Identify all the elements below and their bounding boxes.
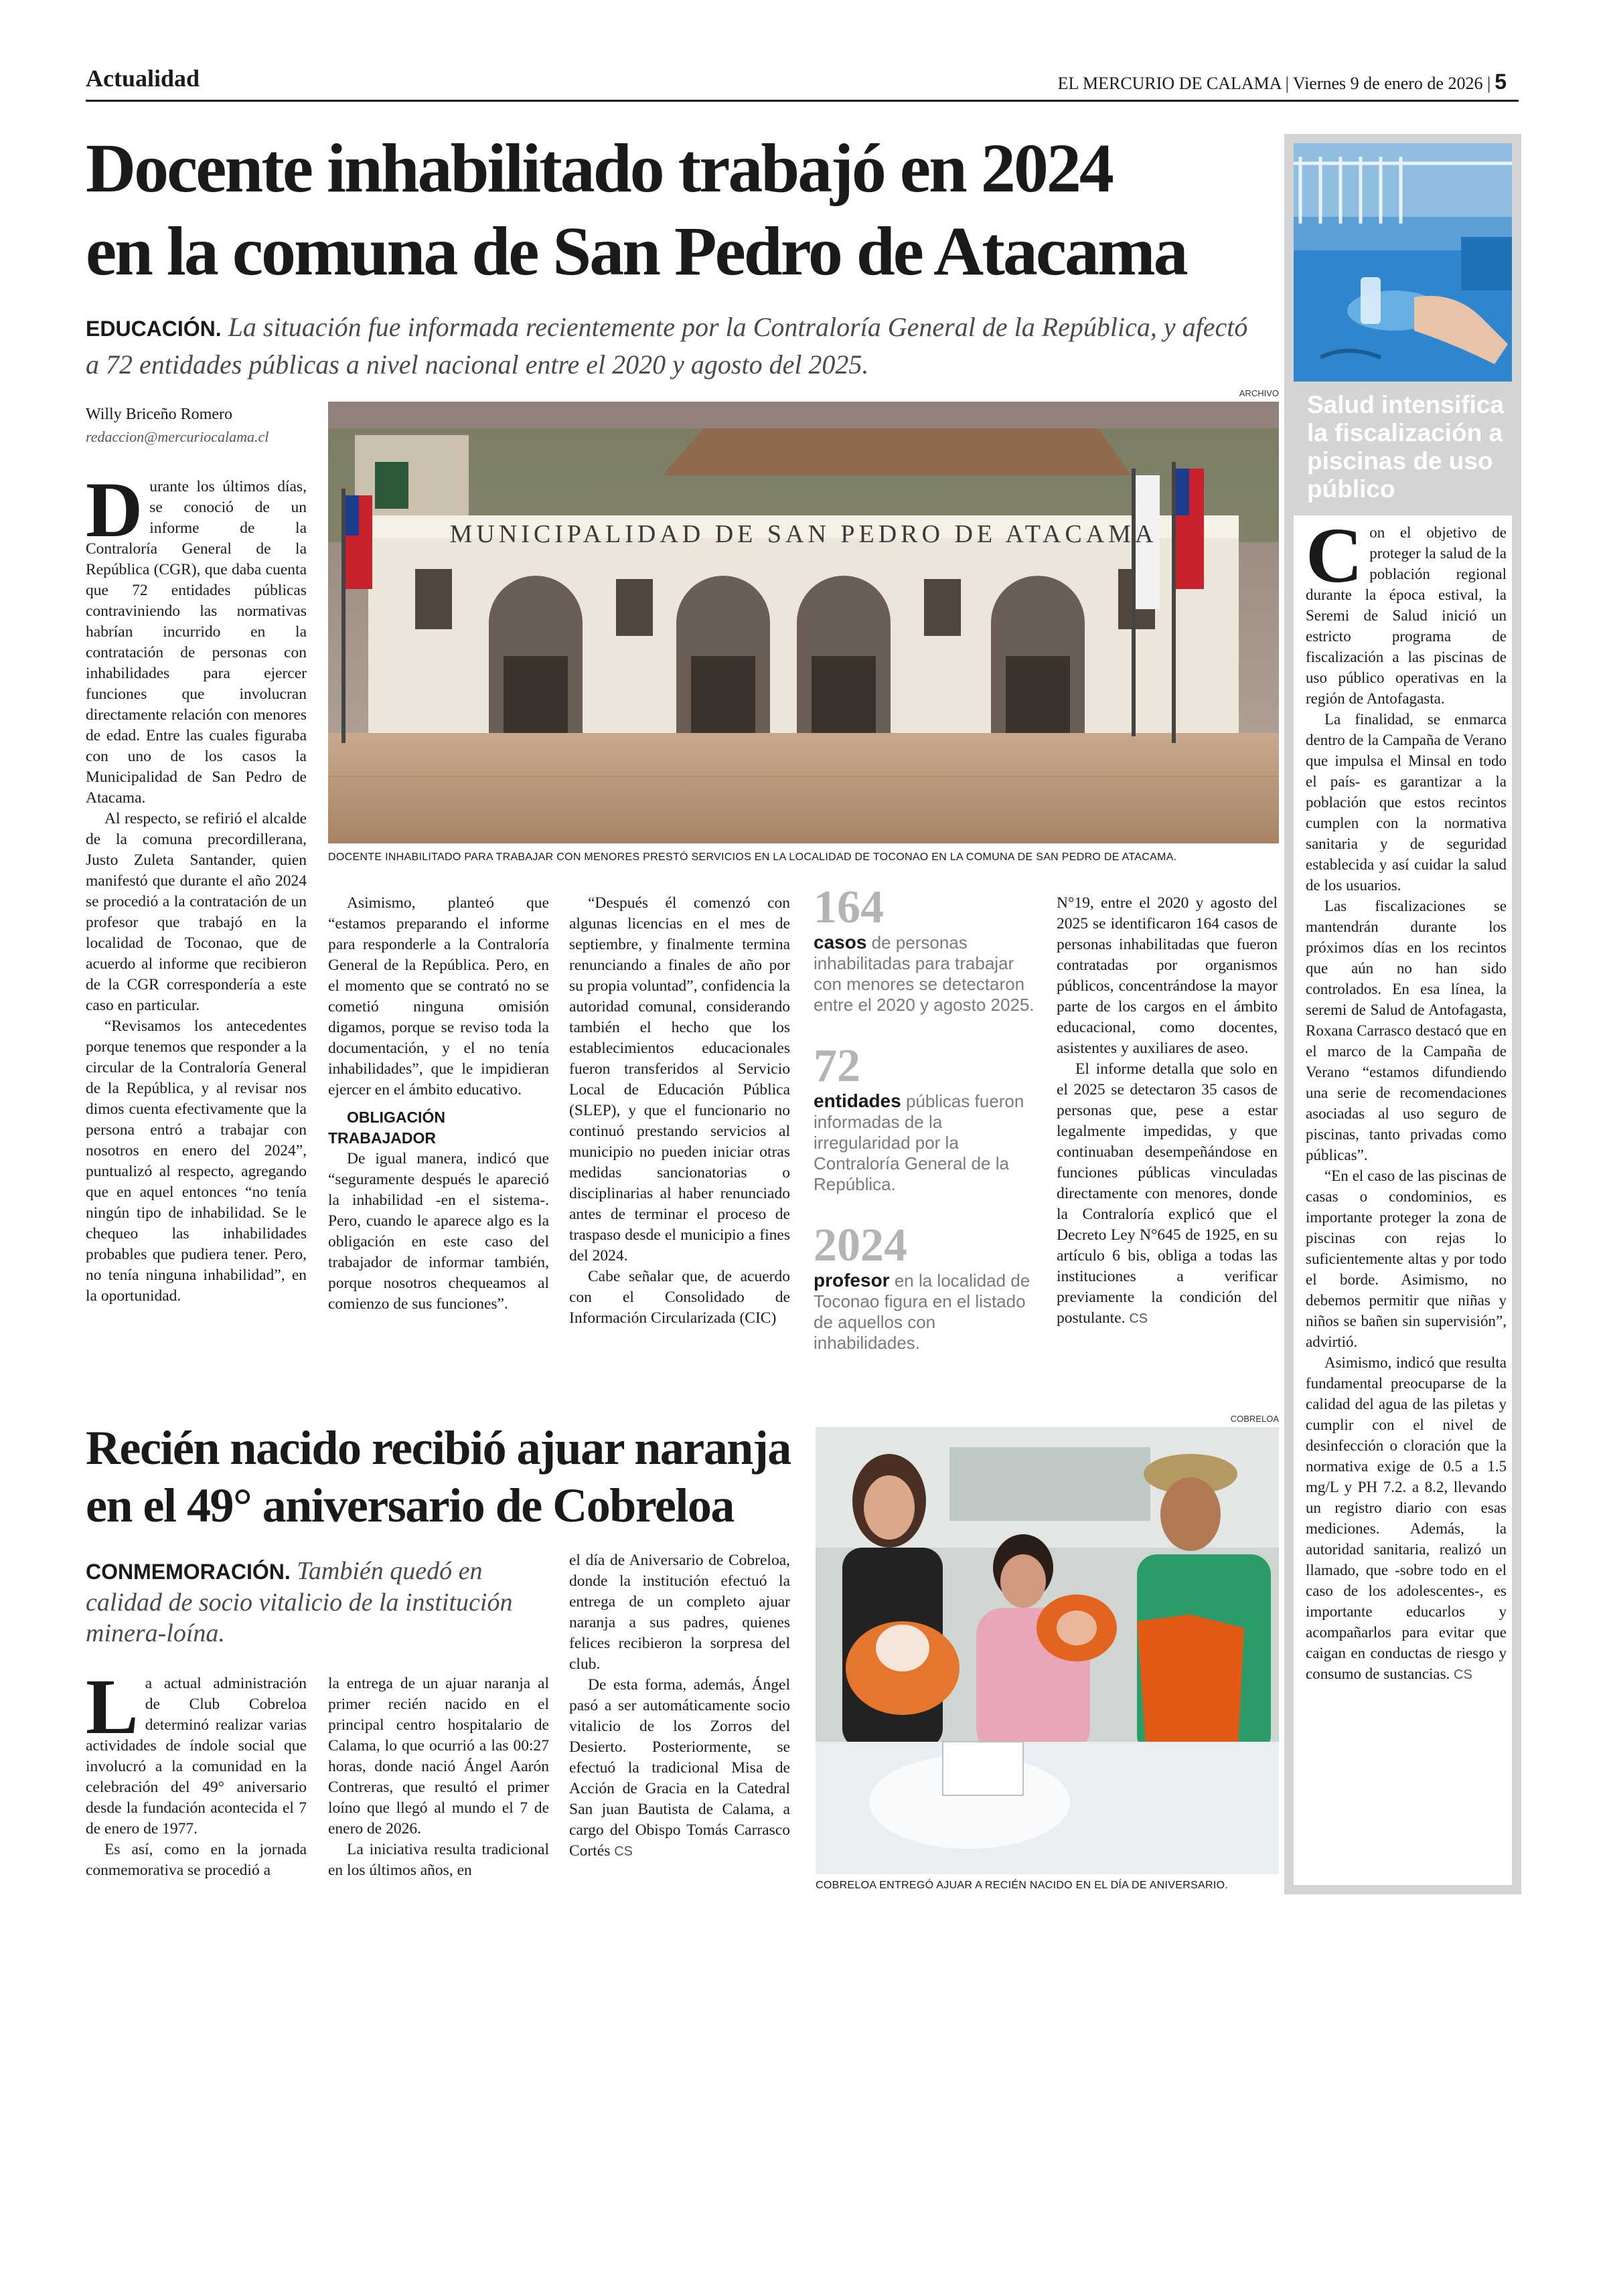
author-email: redaccion@mercuriocalama.cl xyxy=(86,428,269,445)
second-headline xyxy=(86,1419,822,1534)
end-mark: CS xyxy=(1454,1667,1472,1682)
second-deck xyxy=(86,1556,521,1649)
separator: | xyxy=(1486,74,1491,93)
paragraph-text: a actual administración de Club Cobreloa determinó realizar varias actividades de índole social que involucró a la comunidad en la celebración del 49° aniversario desde la fundación acontecida el 7 de enero de 1977. xyxy=(86,1675,307,1837)
pool-illustration xyxy=(1294,143,1512,382)
stat-description: en la localidad de Toconao figura en el listado de aquellos con inhabilidades. xyxy=(814,1270,1030,1353)
stat-block xyxy=(814,1042,1035,1195)
second-column-1 xyxy=(86,1663,307,1881)
paper-info xyxy=(1058,70,1507,94)
paragraph-text: El informe detalla que solo en el 2025 se detectaron 35 casos de personas que, pese a estar legalmente impedidas, y que continuaban desempeñándose en funciones públicas vinculadas directamente con menores, donde la Contraloría explicó que el Decreto Ley N°645 de 1925, en su artículo 6 bis, obliga a todas las instituciones a verificar previamente la condición del postulante. xyxy=(1057,1060,1278,1327)
main-column-1 xyxy=(86,466,307,1307)
newborn-photo xyxy=(816,1427,1279,1874)
stat-keyword: casos xyxy=(814,932,867,953)
municipality-illustration xyxy=(328,402,1279,843)
end-mark: CS xyxy=(1129,1311,1148,1326)
main-photo-caption: DOCENTE INHABILITADO PARA TRABAJAR CON MENORES PRESTÓ SERVICIOS EN LA LOCALIDAD DE TOCONAO EN LA COMUNA DE SAN PEDRO DE ATACAMA. xyxy=(328,851,1177,863)
paragraph-text: on el objetivo de proteger la salud de la población regional durante la época estival, la Seremi de Salud inició un estricto programa de fiscalización a las piscinas de uso público operativas en la región de Antofagasta. xyxy=(1306,524,1507,707)
stat-block xyxy=(814,884,1035,1015)
second-column-3 xyxy=(569,1550,790,1862)
main-column-5 xyxy=(1057,893,1278,1329)
paper-name: EL MERCURIO DE CALAMA xyxy=(1057,74,1282,93)
stat-text xyxy=(814,1270,1035,1354)
paragraph: “Después él comenzó con algunas licencias en el mes de septiembre, y finalmente termina renunciando a finales de año por su propia voluntad”, confidencia la autoridad comunal, considerando también el hecho que los establecimientos educacionales fueron transferidos al Servicio Local de Educación Pública (SLEP), y que el funcionario no continuó prestando servicios al municipio no pueden iniciar otras medidas sancionatorias o disciplinarias al haber renunciado antes de terminar el proceso de traspaso desde el municipio a fines del 2024. xyxy=(569,894,790,1264)
pool-photo xyxy=(1294,143,1512,382)
paragraph: “Revisamos los antecedentes porque tenemos que responder a la circular de la Contraloría General de la República, y al revisar nos dimos cuenta efectivamente que la persona entró a trabajar con nosotros en enero del 2024”, puntualizó al respecto, agregando que en aquel entonces “no tenía ningún tipo de inhabilidad. Se le chequeo las inhabilidades probables que pudiera tener. Pero, no tenía ninguna inhabilidad”, en la oportunidad. xyxy=(86,1017,307,1305)
paragraph xyxy=(86,1663,307,1839)
stat-number: 164 xyxy=(814,882,884,933)
paragraph xyxy=(569,1675,790,1862)
second-headline-line1: Recién nacido recibió ajuar naranja xyxy=(86,1421,791,1475)
end-mark: CS xyxy=(614,1844,633,1859)
paragraph xyxy=(1306,1352,1507,1686)
main-column-2 xyxy=(328,893,549,1315)
paragraph-text: Asimismo, indicó que resulta fundamental preocuparse de la calidad del agua de las piletas y cumplir con el nivel de desinfección o cloración que la normativa exige de 0.5 a 1.5 mg/L y PH 7.2. a 8.2, llevando un registro diario con esas mediciones. Además, la autoridad sanitaria, realizó un llamado, que -sobre todo en el caso de los adolescentes-, es importante educarlos y acompañarlos para evitar que caigan en conductas de riesgo y consumo de sustancias. xyxy=(1306,1354,1507,1682)
main-headline-line2: en la comuna de San Pedro de Atacama xyxy=(86,213,1187,290)
main-deck xyxy=(86,309,1264,383)
stat-description: públicas fueron informadas de la irregularidad por la Contraloría General de la República. xyxy=(814,1091,1024,1194)
paragraph-text: De esta forma, además, Ángel pasó a ser automáticamente socio vitalicio de los Zorros del Desierto. Posteriormente, se efectuó la tradicional Misa de Acción de Gracia en la Catedral San juan Bautista de Calama, a cargo del Obispo Tomás Carrasco Cortés xyxy=(569,1676,790,1860)
paragraph xyxy=(1306,511,1507,709)
main-kicker: EDUCACIÓN. xyxy=(86,317,222,341)
dropcap: D xyxy=(86,466,143,554)
paragraph: La finalidad, se enmarca dentro de la Campaña de Verano que impulsa el Minsal en todo el país- es garantizar a la población que estos recintos cumplen con la normativa sanitaria y de seguridad establecida y así cuidar la salud de los usuarios. xyxy=(1306,711,1507,894)
stat-text xyxy=(814,932,1035,1015)
paragraph: N°19, entre el 2020 y agosto del 2025 se identificaron 164 casos de personas inhabilitadas que fueron contratadas por organismos públicos, concentrándose la mayor parte de los cargos en el ámbito educacional, como docentes, asistentes y auxiliares de aseo. xyxy=(1057,894,1278,1057)
second-kicker: CONMEMORACIÓN. xyxy=(86,1560,291,1584)
municipality-photo xyxy=(328,402,1279,843)
photo-sign-text: MUNICIPALIDAD DE SAN PEDRO DE ATACAMA xyxy=(449,520,1158,548)
stat-number: 2024 xyxy=(814,1220,907,1271)
photo-credit: ARCHIVO xyxy=(1239,388,1279,398)
paragraph: la entrega de un ajuar naranja al primer recién nacido en el principal centro hospitalario de Calama, lo que ocurrió a las 00:27 horas, donde nació Ángel Aarón Contreras, que resultó el primer loíno que llegó al mundo el 7 de enero de 2026. xyxy=(328,1675,549,1837)
stat-keyword: profesor xyxy=(814,1270,890,1291)
paragraph: Cabe señalar que, de acuerdo con el Consolidado de Información Circularizada (CIC) xyxy=(569,1268,790,1327)
paragraph xyxy=(86,466,307,809)
main-headline xyxy=(86,127,1278,293)
main-headline-line1: Docente inhabilitado trabajó en 2024 xyxy=(86,130,1112,207)
paragraph: “En el caso de las piscinas de casas o condominios, es importante proteger la zona de piscinas con rejas lo suficientemente altas y por todo el borde. Asimismo, no debemos permitir que niñas y niños se bañen sin supervisión”, advirtió. xyxy=(1306,1167,1507,1350)
paragraph: De igual manera, indicó que “seguramente después le apareció la inhabilidad -en el sistema-. Pero, cuando le aparece algo es la obligación en este caso del trabajador de informar también, porque nosotros chequeamos al comienzo de sus funciones”. xyxy=(328,1150,549,1313)
sidebar-headline: Salud intensifica la fiscalización a piscinas de uso público xyxy=(1307,391,1505,503)
newborn-photo-caption: COBRELOA ENTREGÓ AJUAR A RECIÉN NACIDO EN EL DÍA DE ANIVERSARIO. xyxy=(816,1880,1229,1891)
paragraph: Es así, como en la jornada conmemorativa se procedió a xyxy=(86,1841,307,1879)
paragraph xyxy=(1057,1059,1278,1329)
main-deck-text: La situación fue informada recientemente por la Contraloría General de la República, y afectó a 72 entidades públicas a nivel nacional entre el 2020 y agosto del 2025. xyxy=(86,312,1248,380)
separator: | xyxy=(1285,74,1289,93)
page-number: 5 xyxy=(1495,70,1507,94)
second-headline-line2: en el 49° aniversario de Cobreloa xyxy=(86,1479,734,1532)
issue-date: Viernes 9 de enero de 2026 xyxy=(1292,74,1483,93)
subheading: OBLIGACIÓN TRABAJADOR xyxy=(328,1109,445,1147)
dropcap: C xyxy=(1306,511,1363,599)
stats-column xyxy=(814,884,1035,1354)
paragraph: Asimismo, planteó que “estamos preparando el informe para responderle a la Contraloría General de la República. Pero, en el momento que se contrató no se cometió ninguna omisión digamos, porque se reviso toda la documentación, y el no tenía inhabilidades”, que le impidieran ejercer en el ámbito educativo. xyxy=(328,894,549,1098)
section-label: Actualidad xyxy=(86,65,200,92)
stat-block xyxy=(814,1222,1035,1354)
sidebar-column xyxy=(1306,511,1507,1686)
stat-text xyxy=(814,1090,1035,1195)
byline: Willy Briceño Romero xyxy=(86,406,232,423)
paragraph: Las fiscalizaciones se mantendrán durante los próximos días en los recintos que aún no han sido controlados. En esa línea, la seremi de Salud de Antofagasta, Roxana Carrasco destacó que en el marco de la Campaña de Verano “estamos difundiendo una serie de recomendaciones asociadas al uso seguro de piscinas, tanto privadas como públicas”. xyxy=(1306,898,1507,1163)
page-header xyxy=(86,64,1519,102)
paragraph-text: urante los últimos días, se conoció de un informe de la Contraloría General de la República (CGR), que daba cuenta que 72 entidades públicas contraviniendo las normativas habrían incurrido en la contratación de personas con inhabilidades para ejercer funciones que involucran directamente relación con menores de edad. Entre las cuales figuraba con uno de los casos la Municipalidad de San Pedro de Atacama. xyxy=(86,478,307,807)
dropcap: L xyxy=(86,1663,139,1750)
stat-description: de personas inhabilitadas para trabajar con menores se detectaron entre el 2020 y agosto 2025. xyxy=(814,932,1035,1015)
second-deck-text: También quedó en calidad de socio vitalicio de la institución minera-loína. xyxy=(86,1557,513,1647)
stat-keyword: entidades xyxy=(814,1090,901,1111)
main-column-3 xyxy=(569,893,790,1329)
second-column-2 xyxy=(328,1673,549,1881)
paragraph: La iniciativa resulta tradicional en los últimos años, en xyxy=(328,1841,549,1879)
photo-credit: COBRELOA xyxy=(1230,1414,1279,1424)
paragraph: el día de Aniversario de Cobreloa, donde la institución efectuó la entrega de un completo ajuar naranja a sus padres, quienes felices recibieron la sorpresa del club. xyxy=(569,1552,790,1673)
paragraph: Al respecto, se refirió el alcalde de la comuna precordillerana, Justo Zuleta Santander, quien manifestó que durante el año 2024 se procedió a la contratación de un profesor que trabajó en la localidad de Toconao, que de acuerdo al informe que recibieron de la CGR correspondería a este caso en particular. xyxy=(86,810,307,1014)
newborn-illustration xyxy=(816,1427,1279,1874)
stat-number: 72 xyxy=(814,1040,860,1092)
